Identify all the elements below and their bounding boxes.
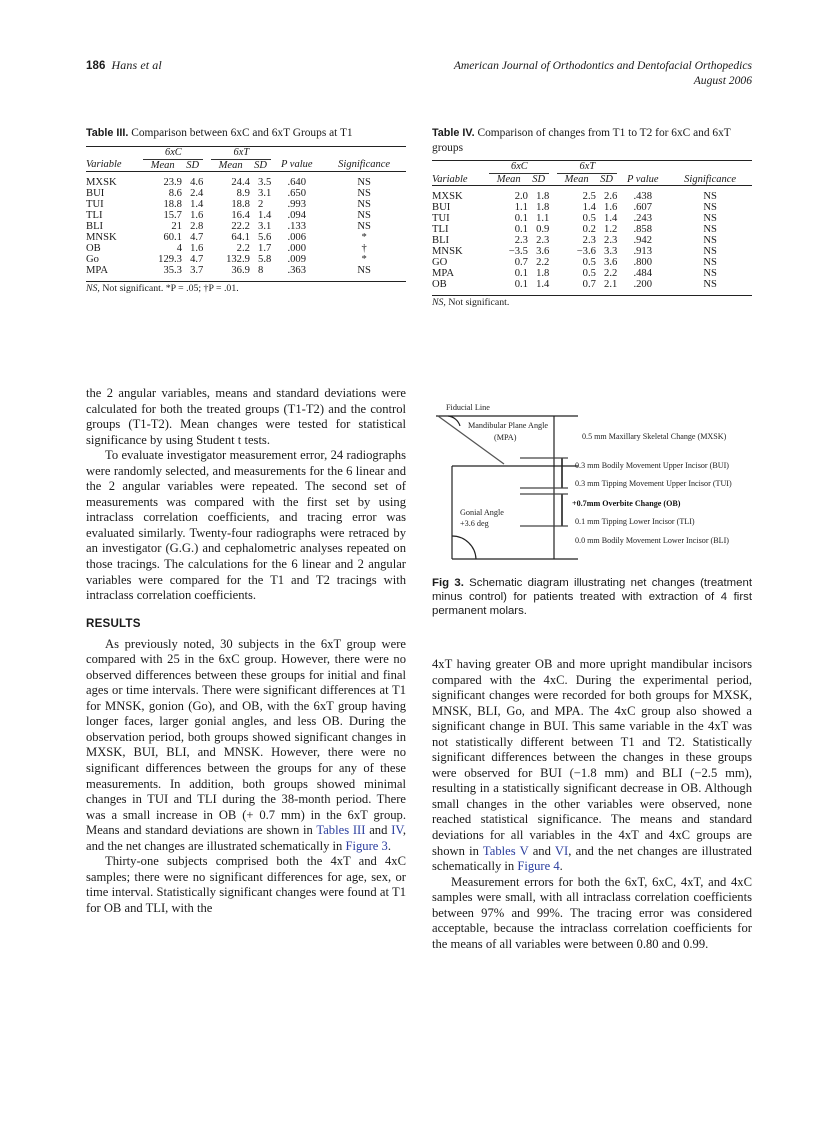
issue-date: August 2006 — [693, 74, 752, 87]
table-row — [86, 254, 406, 265]
cell-t-mean: 0.5 — [582, 257, 596, 268]
table-row — [432, 279, 752, 290]
cell-variable: MXSK — [432, 191, 463, 202]
table-4-title — [432, 126, 752, 155]
cell-c-sd: 1.8 — [536, 268, 550, 279]
cell-significance: NS — [703, 191, 717, 202]
table-row — [86, 243, 406, 254]
cell-t-mean: 2.3 — [582, 235, 596, 246]
cell-c-sd: 1.8 — [536, 202, 550, 213]
table-row — [432, 246, 752, 257]
table-3-title — [86, 126, 406, 141]
table-4-group-header-row — [432, 161, 752, 174]
cell-variable: OB — [432, 279, 447, 290]
table-3-footnote-abbr: NS, — [86, 282, 100, 294]
table-3-footnote — [86, 281, 406, 295]
cell-p-value: .094 — [287, 209, 307, 221]
cell-c-sd: 1.6 — [190, 242, 204, 254]
table-row — [432, 268, 752, 279]
label-ob: +0.7mm Overbite Change (OB) — [572, 499, 681, 508]
cell-c-sd: 3.7 — [190, 264, 204, 276]
cell-t-sd: 3.6 — [604, 257, 618, 268]
cell-t-sd: 8 — [257, 264, 264, 276]
cell-c-mean: 15.7 — [163, 209, 182, 221]
table-3-column-header-row — [86, 159, 406, 171]
cell-t-mean: 2.5 — [582, 191, 596, 202]
paragraph-results-3 — [432, 657, 752, 875]
cell-variable: MXSK — [86, 176, 117, 188]
xref-tables-v[interactable]: Tables V — [482, 843, 529, 858]
th-p-value: P value — [280, 159, 313, 171]
cell-p-value: .484 — [633, 268, 653, 279]
cell-c-mean: 18.8 — [163, 198, 182, 210]
cell-c-mean: 0.1 — [514, 224, 528, 235]
table-row — [86, 265, 406, 276]
th-significance: Significance — [338, 159, 391, 171]
th-significance: Significance — [684, 173, 737, 185]
cell-t-sd: 2.1 — [604, 279, 618, 290]
cell-p-value: .800 — [633, 257, 653, 268]
cell-c-sd: 1.4 — [536, 279, 550, 290]
right-column-text — [432, 657, 752, 952]
cell-t-mean: 8.9 — [236, 187, 250, 199]
cell-variable: TUI — [432, 213, 450, 224]
figure-3-block — [432, 396, 752, 619]
figure-3-label: Fig 3. — [432, 577, 464, 589]
cell-c-mean: 4 — [176, 242, 182, 254]
cell-variable: BUI — [86, 187, 105, 199]
table-3-group-header-row — [86, 146, 406, 159]
table-4-number: Table IV. — [432, 127, 475, 139]
cell-t-sd: 1.4 — [604, 213, 618, 224]
table-3-block — [86, 126, 406, 295]
th-t-mean: Mean — [564, 174, 589, 185]
cell-p-value: .009 — [287, 253, 307, 265]
cell-significance: NS — [357, 176, 371, 188]
cell-c-sd: 2.8 — [190, 220, 204, 232]
th-t-sd: SD — [254, 159, 268, 171]
cell-t-mean: 0.5 — [582, 213, 596, 224]
label-tli: 0.1 mm Tipping Lower Incisor (TLI) — [575, 517, 695, 526]
cell-t-mean: 24.4 — [231, 176, 250, 188]
left-column-text — [86, 386, 406, 917]
cell-t-sd: 1.2 — [604, 224, 618, 235]
label-gonial-line1: Gonial Angle — [460, 508, 504, 517]
table-4-group-6xc: 6xC — [489, 161, 549, 174]
cell-t-sd: 1.6 — [604, 202, 618, 213]
cell-c-sd: 3.6 — [536, 246, 550, 257]
cell-significance: * — [361, 231, 367, 243]
cell-variable: BUI — [432, 202, 451, 213]
paragraph-results-2: Thirty-one subjects comprised both the 4xT and 4xC samples; there were no significant differences for age, sex, or time interval. Statistically significant changes were found at T1 for OB and TLI, with the — [86, 854, 406, 915]
cell-c-mean: 129.3 — [158, 253, 182, 265]
cell-variable: TLI — [86, 209, 103, 221]
cell-variable: MNSK — [432, 246, 463, 257]
schematic-diagram-svg — [432, 396, 752, 566]
cell-significance: NS — [703, 279, 717, 290]
table-row — [86, 188, 406, 199]
cell-significance: NS — [703, 246, 717, 257]
label-mpa-line1: Mandibular Plane Angle — [468, 421, 549, 430]
table-4-column-header-row — [432, 174, 752, 186]
cell-t-sd: 1.7 — [258, 242, 272, 254]
cell-p-value: .438 — [633, 191, 653, 202]
cell-c-mean: 0.1 — [514, 213, 528, 224]
cell-t-mean: 22.2 — [231, 220, 250, 232]
page-number: 186 — [86, 60, 106, 72]
results-text-c: , and the net changes are illustrated schematically in — [86, 823, 407, 853]
cell-t-mean: 1.4 — [582, 202, 596, 213]
cell-c-sd: 1.8 — [536, 191, 550, 202]
table-4-group-6xt: 6xT — [557, 161, 617, 174]
cell-significance: NS — [703, 257, 717, 268]
cell-c-sd: 2.3 — [536, 235, 550, 246]
table-4-block — [432, 126, 752, 309]
cell-c-mean: 0.7 — [514, 257, 528, 268]
cell-p-value: .942 — [633, 235, 653, 246]
results2-text-b: and — [528, 843, 555, 858]
cell-p-value: .858 — [633, 224, 653, 235]
cell-t-mean: 0.5 — [582, 268, 596, 279]
results2-text-d: . — [559, 859, 563, 874]
label-tui: 0.3 mm Tipping Movement Upper Incisor (TUI) — [575, 479, 732, 488]
cell-c-mean: −3.5 — [508, 246, 528, 257]
label-mxsk: 0.5 mm Maxillary Skeletal Change (MXSK) — [582, 432, 727, 441]
table-3-footnote-text: Not significant. *P = .05; †P = .01. — [99, 282, 239, 294]
results-text-b: and — [365, 823, 392, 838]
cell-t-mean: 0.7 — [582, 279, 596, 290]
cell-significance: NS — [703, 235, 717, 246]
cell-t-sd: 3.1 — [258, 220, 272, 232]
journal-name: American Journal of Orthodontics and Dentofacial Orthopedics — [453, 59, 752, 72]
cell-t-sd: 3.3 — [604, 246, 618, 257]
th-p-value: P value — [626, 173, 659, 185]
paragraph-results-4: Measurement errors for both the 6xT, 6xC, 4xT, and 4xC samples were small, with all intraclass correlation coefficients between 97% and 99%. The tracing error was considered acceptable, because the intraclass correlation coefficients for the means of all variables were between 0.80 and 0.99. — [432, 874, 752, 951]
table-row — [432, 213, 752, 224]
cell-c-sd: 2.4 — [190, 187, 204, 199]
cell-t-sd: 2.6 — [604, 191, 618, 202]
running-head-right — [454, 58, 752, 88]
cell-t-mean: 16.4 — [231, 209, 250, 221]
cell-t-sd: 2.3 — [604, 235, 618, 246]
cell-significance: NS — [703, 268, 717, 279]
results2-text-c: , and the net changes are illustrated schematically in — [432, 843, 752, 874]
table-3-group-6xt: 6xT — [211, 146, 271, 159]
th-c-sd: SD — [532, 174, 546, 185]
th-t-mean: Mean — [218, 159, 243, 171]
cell-t-mean: 132.9 — [226, 253, 250, 265]
th-variable: Variable — [432, 173, 468, 185]
cell-variable: MPA — [86, 264, 108, 276]
results2-text-a: 4xT having greater OB and more upright mandibular incisors compared with the 4xC. During the experimental period, significant changes were recorded for both groups for MXSK, MNSK, BLI, Go, and MPA. The 4xC group also showed a significant change in BUI. This same variable in the 4xT was not statistically different between T1 and T2. Statistically significant differences between the changes in these groups were observed for BUI (−1.8 mm) and BLI (−2.5 mm), resulting in a statistically significant decrease in OB. Although small changes in the other variables were observed, none reached statistical significance. The means and standard deviations for all variables in the 4xT and 4xC groups are shown in — [432, 657, 752, 858]
cell-t-mean: 18.8 — [231, 198, 250, 210]
cell-t-mean: 36.9 — [231, 264, 250, 276]
table-row — [432, 191, 752, 202]
table-3-caption: Comparison between 6xC and 6xT Groups at T1 — [131, 127, 353, 139]
cell-t-mean: 64.1 — [231, 231, 250, 243]
xref-table-iv[interactable]: IV — [391, 823, 403, 838]
figure-3-image — [432, 396, 752, 566]
cell-t-sd: 5.8 — [258, 253, 272, 265]
cell-significance: NS — [357, 198, 371, 210]
table-row — [86, 199, 406, 210]
cell-significance: * — [361, 253, 367, 265]
cell-t-sd: 5.6 — [258, 231, 272, 243]
table-row — [86, 210, 406, 221]
cell-variable: BLI — [86, 220, 104, 232]
running-head — [86, 58, 752, 92]
xref-figure-3[interactable]: Figure 3 — [345, 838, 388, 853]
cell-c-sd: 4.7 — [190, 231, 204, 243]
cell-c-sd: 1.1 — [536, 213, 550, 224]
cell-p-value: .000 — [287, 242, 307, 254]
table-4 — [432, 160, 752, 309]
cell-t-sd: 3.1 — [258, 187, 272, 199]
cell-p-value: .640 — [287, 176, 307, 188]
cell-variable: GO — [432, 257, 448, 268]
cell-significance: NS — [357, 264, 371, 276]
cell-t-mean: 2.2 — [236, 242, 250, 254]
cell-variable: OB — [86, 242, 101, 254]
th-t-sd: SD — [600, 174, 614, 185]
cell-c-sd: 2.2 — [536, 257, 550, 268]
table-row — [432, 257, 752, 268]
table-row — [86, 232, 406, 243]
label-gonial-line2: +3.6 deg — [460, 519, 489, 528]
cell-t-sd: 1.4 — [258, 209, 272, 221]
paragraph-methods-1: the 2 angular variables, means and standard deviations were calculated for both the treated groups (T1-T2) and the control groups (T1-T2). Mean changes were tested for statistical significance by using Student t tests. — [86, 386, 406, 447]
table-row — [86, 177, 406, 188]
table-4-footnote — [432, 296, 752, 310]
cell-t-mean: 0.2 — [582, 224, 596, 235]
cell-c-mean: 0.1 — [514, 268, 528, 279]
running-head-left — [86, 58, 162, 73]
table-row — [432, 224, 752, 235]
cell-c-sd: 4.6 — [190, 176, 204, 188]
cell-significance: NS — [357, 209, 371, 221]
cell-variable: Go — [86, 253, 99, 265]
table-row — [432, 235, 752, 246]
cell-c-mean: 2.0 — [514, 191, 528, 202]
cell-variable: BLI — [432, 235, 450, 246]
label-mpa-line2: (MPA) — [494, 433, 517, 442]
table-3 — [86, 146, 406, 295]
cell-p-value: .133 — [287, 220, 307, 232]
cell-significance: NS — [357, 187, 371, 199]
cell-variable: TLI — [432, 224, 449, 235]
cell-p-value: .006 — [287, 231, 307, 243]
paragraph-methods-2: To evaluate investigator measurement error, 24 radiographs were randomly selected, and measurements for the 6 linear and the 2 angular variables were repeated. The second set of measurements was compared with the first set by using intraclass correlation coefficients, and tracing error was evaluated similarly. Twenty-four radiographs were retraced by an investigator (G.G.) and cephalometric analyses repeated on those tracings. The calculations for the 6 linear and 2 angular variables were compared for the T1 and T2 tracings with intraclass correlation coefficients. — [86, 448, 406, 603]
paragraph-results-1 — [86, 637, 406, 855]
cell-significance: NS — [703, 224, 717, 235]
cell-c-mean: 8.6 — [168, 187, 182, 199]
cell-significance: NS — [703, 202, 717, 213]
table-4-footnote-abbr: NS, — [432, 297, 446, 308]
cell-c-mean: 0.1 — [514, 279, 528, 290]
cell-c-sd: 0.9 — [536, 224, 550, 235]
cell-p-value: .913 — [633, 246, 653, 257]
table-3-group-6xc: 6xC — [143, 146, 203, 159]
cell-p-value: .993 — [287, 198, 307, 210]
cell-c-sd: 4.7 — [190, 253, 204, 265]
cell-significance: NS — [703, 213, 717, 224]
cell-significance: † — [361, 242, 367, 254]
table-3-number: Table III. — [86, 127, 129, 139]
cell-c-mean: 35.3 — [163, 264, 182, 276]
section-heading-results: RESULTS — [86, 616, 141, 630]
figure-3-caption-text: Schematic diagram illustrating net changes (treatment minus control) for patients treated with extraction of 4 first permanent molars. — [432, 577, 753, 618]
cell-c-mean: 21 — [171, 220, 182, 232]
results-text-a: As previously noted, 30 subjects in the 6xT group were compared with 25 in the 6xC group. However, there were no observed differences between these groups for initial and final ages or time intervals. There were significant differences at T1 for MNSK, gonion (Go), and OB, with the 6xT group having longer faces, larger gonial angles, and less OB. During the observation period, both groups showed significant changes in MXSK, BUI, BLI, and MNSK. However, there were no significant differences between the groups for any of these measurements. In addition, both groups showed minimal changes in TUI and TLI during the 38-month period. There was a small increase in OB (+ 0.7 mm) in the 6xT group. Means and standard deviations are shown in — [86, 636, 406, 838]
cell-c-mean: 60.1 — [163, 231, 182, 243]
cell-t-sd: 2.2 — [604, 268, 618, 279]
article-authors: Hans et al — [111, 58, 162, 72]
xref-tables-iii[interactable]: Tables III — [316, 823, 366, 838]
cell-variable: MNSK — [86, 231, 117, 243]
label-fiducial-line: Fiducial Line — [446, 403, 490, 412]
th-variable: Variable — [86, 159, 122, 171]
cell-variable: TUI — [86, 198, 104, 210]
table-4-caption: Comparison of changes from T1 to T2 for 6xC and 6xT groups — [432, 127, 731, 154]
th-c-sd: SD — [186, 159, 200, 171]
xref-table-vi[interactable]: VI — [554, 843, 569, 858]
cell-p-value: .200 — [633, 279, 653, 290]
figure-3-caption — [432, 576, 752, 619]
cell-c-mean: 1.1 — [514, 202, 528, 213]
cell-c-mean: 23.9 — [163, 176, 182, 188]
cell-variable: MPA — [432, 268, 454, 279]
cell-t-sd: 3.5 — [258, 176, 272, 188]
cell-t-mean: −3.6 — [576, 246, 596, 257]
cell-p-value: .650 — [287, 187, 307, 199]
label-bli: 0.0 mm Bodily Movement Lower Incisor (BLI) — [575, 536, 729, 545]
cell-p-value: .607 — [633, 202, 653, 213]
cell-t-sd: 2 — [257, 198, 264, 210]
cell-significance: NS — [357, 220, 371, 232]
table-4-footnote-text: Not significant. — [445, 297, 510, 308]
cell-c-sd: 1.6 — [190, 209, 204, 221]
table-row — [86, 221, 406, 232]
cell-p-value: .363 — [287, 264, 307, 276]
xref-figure-4[interactable]: Figure 4 — [517, 859, 560, 874]
cell-c-mean: 2.3 — [514, 235, 528, 246]
cell-c-sd: 1.4 — [190, 198, 204, 210]
table-row — [432, 202, 752, 213]
label-bui: 0.3 mm Bodily Movement Upper Incisor (BUI) — [575, 461, 729, 470]
th-c-mean: Mean — [496, 174, 521, 185]
cell-p-value: .243 — [633, 213, 653, 224]
results-text-d: . — [387, 838, 391, 853]
th-c-mean: Mean — [150, 159, 175, 171]
